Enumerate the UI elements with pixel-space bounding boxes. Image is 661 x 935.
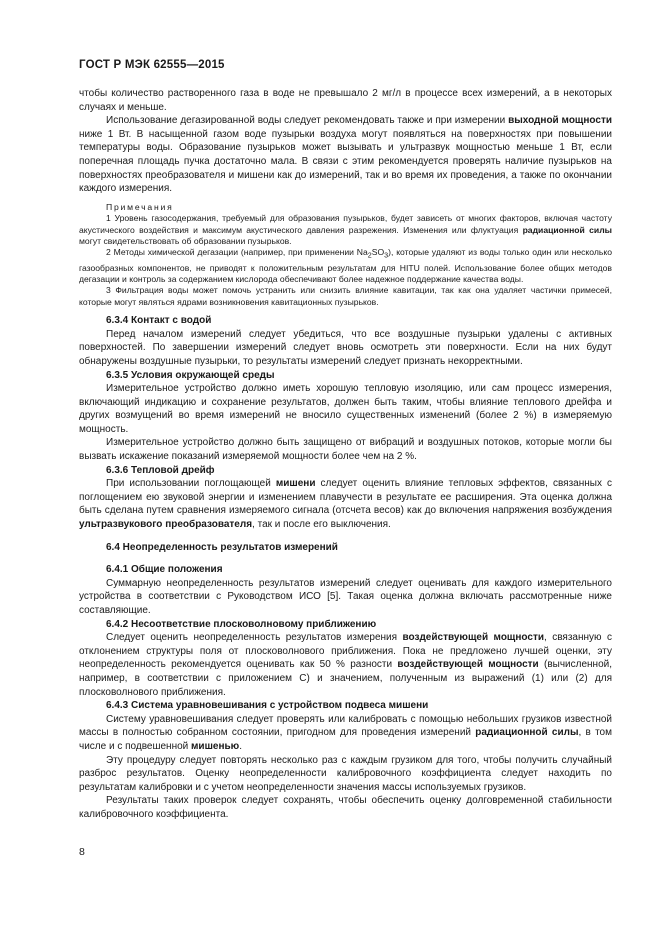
term-radiation-force-2: радиационной силы bbox=[475, 727, 579, 739]
document-header: ГОСТ Р МЭК 62555—2015 bbox=[79, 59, 225, 71]
paragraph-6-4-2: Следует оценить неопределенность результатов измерения воздействующей мощности, связанную с отклонением структуры поля от плосковолнового приближения. Пока не предложено лучшей оценки, эту неопределенность рекомендуется оценивать как 50 % разности воздействующей мощности (вычисленной, например, в соответствии с приложением С) и значением, полученным из выражений (1) или (2) для плосковолнового приближения. bbox=[79, 632, 612, 698]
paragraph-6-4-3-a: Систему уравновешивания следует проверять или калибровать с помощью небольших грузиков известной массы в полностью собранном состоянии, пригодном для проведения измерений радиационной силы, в том числе и с подвешенной мишенью. bbox=[79, 713, 612, 752]
paragraph-6-3-5-b: Измерительное устройство должно быть защищено от вибраций и воздушных потоков, которые могли бы вызвать искажение показаний измеряемой мощности более чем на 2 %. bbox=[79, 437, 612, 463]
heading-6-3-5: 6.3.5 Условия окружающей среды bbox=[106, 369, 275, 381]
term-output-power: выходной мощности bbox=[508, 115, 612, 127]
paragraph-6-3-4: Перед началом измерений следует убедиться, что все воздушные пузырьки удалены с активных поверхностей. По завершении измерений следует вновь осмотреть эти поверхности. Если на них будут обнаружены воздушные пузырьки, то результаты измерений следует признать некорректными. bbox=[79, 328, 612, 367]
page-number: 8 bbox=[79, 846, 85, 858]
term-acting-power: воздействующей мощности bbox=[402, 632, 544, 644]
paragraph-6-3-6: При использовании поглощающей мишени следует оценить влияние тепловых эффектов, связанных с поглощением ею звуковой энергии и изменением плавучести в результате ее расширения. Эта оценка должна быть сделана путем сравнения измеряемого сигнала (отсчета весов) как до включения напряжения возбуждения ультразвукового преобразователя, так и после его выключения. bbox=[79, 478, 613, 531]
paragraph-6-3-5-a: Измерительное устройство должно иметь хорошую тепловую изоляцию, или сам процесс измерения, включающий индикацию и сохранение результатов, должен быть таким, чтобы влияние теплового дрейфа и других возмущений во время измерений не вносило существенных изменений (более 2 %) в измеряемую мощность. bbox=[79, 383, 612, 435]
term-target: мишени bbox=[275, 478, 316, 490]
note-1: 1 Уровень газосодержания, требуемый для образования пузырьков, будет зависеть от многих факторов, включая частоту акустического воздействия и максимум акустического давления разрежения. Изменения или флуктуация радиационной силы могут свидетельствовать об образовании пузырьков. bbox=[79, 213, 612, 246]
paragraph-6-4-3-b: Эту процедуру следует повторять несколько раз с каждым грузиком для того, чтобы получить случайный разброс результатов. Оценку неопределенности калибровочного коэффициента следует находить по результатам калибровки и с учетом неопределенности значения массы используемых грузиков. bbox=[79, 754, 612, 793]
paragraph-6-4-1: Суммарную неопределенность результатов измерений следует оценивать для каждого измерительного устройства в соответствии с Руководством ИСО [5]. Такая оценка должна включать рассмотренные ниже составляющие. bbox=[79, 577, 612, 616]
heading-6-4-3: 6.4.3 Система уравновешивания с устройством подвеса мишени bbox=[106, 700, 429, 712]
document-body bbox=[79, 87, 612, 822]
heading-6-4-2: 6.4.2 Несоответствие плосковолновому приближению bbox=[106, 618, 377, 630]
paragraph-6-4-3-c: Результаты таких проверок следует сохранять, чтобы обеспечить оценку долговременной стабильности калибровочного коэффициента. bbox=[79, 795, 612, 820]
term-ultrasonic-transducer: ультразвукового преобразователя bbox=[79, 519, 253, 531]
heading-6-3-6: 6.3.6 Тепловой дрейф bbox=[106, 464, 215, 476]
heading-6-3-4: 6.3.4 Контакт с водой bbox=[106, 315, 212, 327]
paragraph-continuation: чтобы количество растворенного газа в воде не превышало 2 мг/л в процессе всех измерений, а в некоторых случаях и меньше. bbox=[79, 88, 612, 113]
heading-6-4: 6.4 Неопределенность результатов измерений bbox=[106, 541, 338, 553]
note-2: 2 Методы химической дегазации (например, при применении $Na_2SO_3$), которые удаляют из воды только один или несколько газообразных компонентов, не приводят к положительным результатам для HITU полей. Использование более общих методов дегазации и контроль за содержанием кислорода обеспечивают более надежное поддержание качества воды. bbox=[79, 247, 613, 284]
paragraph-degassed-water: Использование дегазированной воды следует рекомендовать также и при измерении выходной мощности ниже 1 Вт. В насыщенной газом воде пузырьки воздуха могут появляться на поверхностях при повышении температуры воды. Образование пузырьков может вызывать и ультразвук мощностью меньше 1 Вт, если поперечная площадь пучка достаточно мала. В связи с этим рекомендуется проверять наличие пузырьков на поверхностях преобразователя и мишени как до измерений, так и во время их проведения, а также по окончании каждого измерения. bbox=[79, 115, 612, 195]
term-radiation-force: радиационной силы bbox=[522, 224, 612, 235]
heading-6-4-1: 6.4.1 Общие положения bbox=[106, 564, 223, 576]
term-target-2: мишенью bbox=[191, 740, 240, 752]
notes-title: Примечания bbox=[106, 201, 174, 212]
term-acting-power-2: воздействующей мощности bbox=[397, 659, 539, 671]
note-3: 3 Фильтрация воды может помочь устранить или снизить влияние кавитации, так как она удаляет частички примесей, которые могут являться ядрами возникновения кавитационных пузырьков. bbox=[79, 285, 612, 307]
